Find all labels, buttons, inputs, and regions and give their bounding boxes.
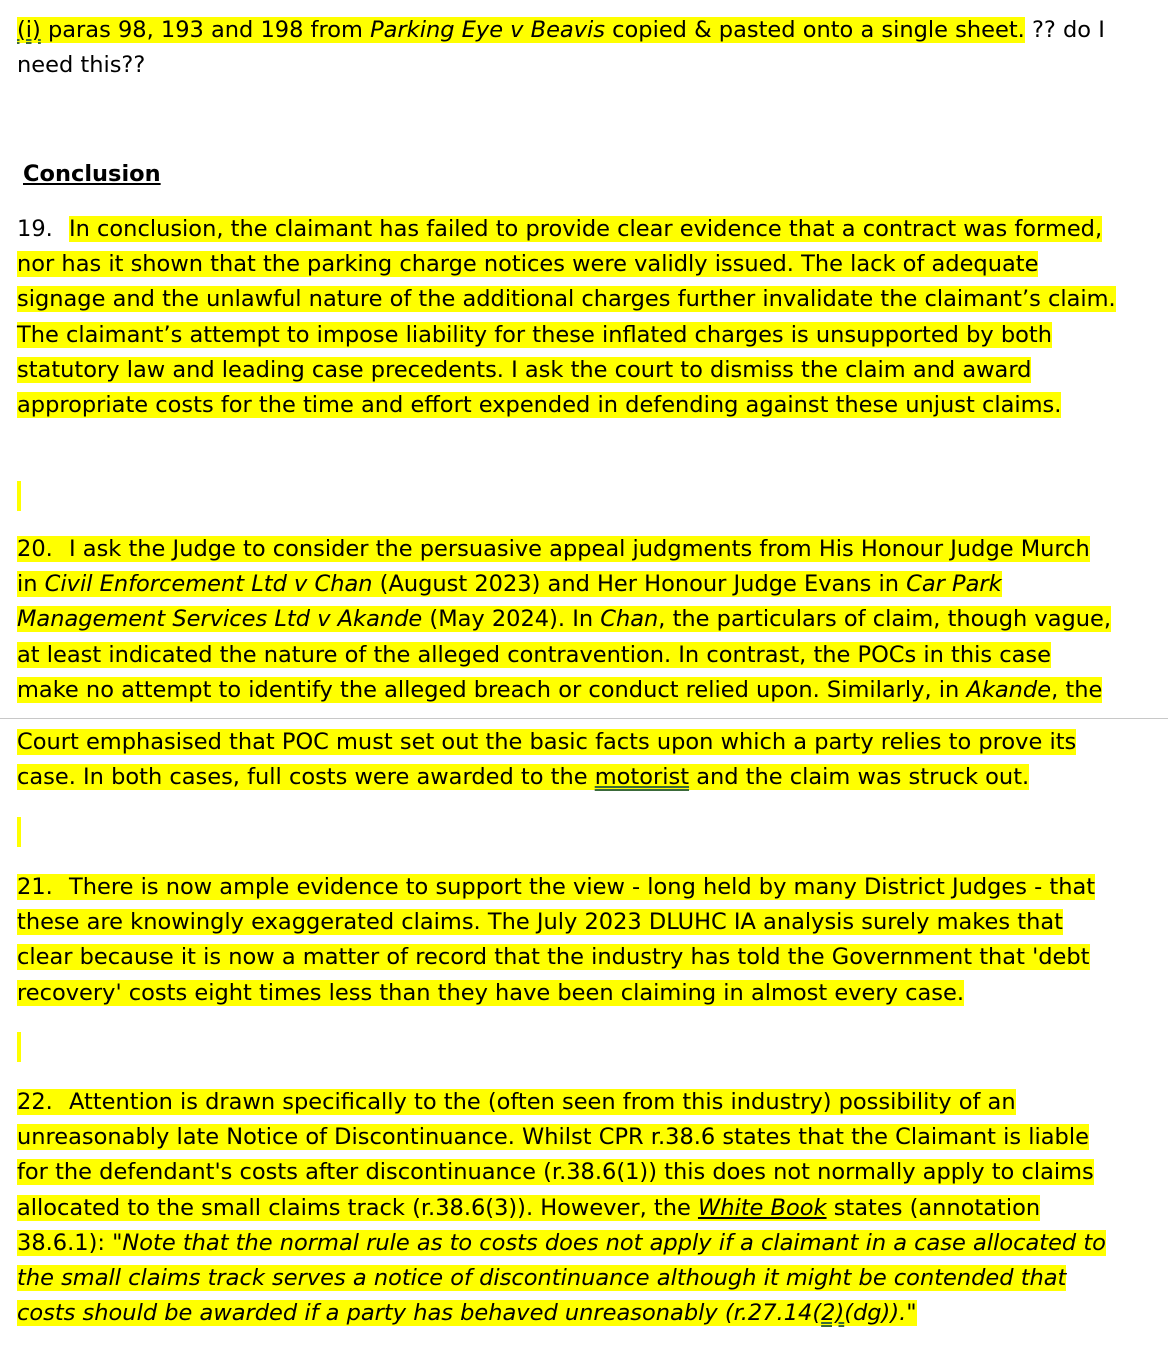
spellcheck-word[interactable]: motorist	[594, 764, 690, 791]
item-text: paras 98, 193 and 198 from	[40, 17, 371, 43]
paragraph-20	[17, 532, 1117, 708]
empty-highlighted-line	[17, 481, 21, 511]
paragraph-19	[17, 212, 1117, 423]
case-name: Civil Enforcement Ltd v Chan	[44, 571, 373, 598]
paragraph-text: states (annotation 38.6.1):	[17, 1194, 1041, 1256]
list-item-i	[17, 13, 1117, 83]
paragraph-text: In conclusion, the claimant has failed to provide clear evidence that a contract was formed, nor has it shown that the parking charge notices were validly issued. The lack of adequate signage and the unlawful nature of the additional charges further invalidate the claimant’s claim. The claimant’s attempt to impose liability for these inflated charges is unsupported by both statutory law and leading case precedents. I ask the court to dismiss the claim and award appropriate costs for the time and effort expended in defending against these unjust claims.	[17, 216, 1116, 419]
section-heading: Conclusion	[23, 161, 161, 187]
page-break-divider	[0, 718, 1168, 719]
paragraph-number: 22.	[17, 1089, 53, 1115]
item-label: (i)	[17, 17, 41, 43]
paragraph-number: 19.	[17, 216, 53, 242]
paragraph-text: (August 2023) and Her Honour Judge Evans in	[372, 571, 907, 598]
paragraph-21	[17, 870, 1117, 1011]
paragraph-20-continued	[17, 725, 1117, 795]
book-title: White Book	[697, 1194, 827, 1221]
empty-highlighted-line	[17, 817, 21, 847]
paragraph-text: Court emphasised that POC must set out the basic facts upon which a party relies to prove its case. In both cases, full costs were awarded to the	[17, 729, 1077, 791]
author-note: ?? do I need this??	[17, 17, 1105, 79]
case-name: Chan	[600, 606, 659, 633]
paragraph-text: I ask the Judge to consider the persuasive appeal judgments from His Honour Judge Murch in	[17, 536, 1090, 598]
paragraph-22	[17, 1085, 1117, 1331]
item-text-end: copied & pasted onto a single sheet.	[605, 17, 1025, 43]
case-name: Parking Eye v Beavis	[370, 17, 606, 43]
paragraph-number: 20.	[17, 536, 53, 562]
paragraph-text: , the	[1051, 676, 1103, 703]
paragraph-text: There is now ample evidence to support the view - long held by many District Judges - that these are knowingly exaggerated claims. The July 2023 DLUHC IA analysis surely makes that clear because it is now a matter of record that the industry has told the Government that 'debt recovery' costs eight times less than they have been claiming in almost every case.	[17, 874, 1096, 1006]
case-name: Akande	[966, 676, 1052, 703]
paragraph-text: , the particulars of claim, though vague, at least indicated the nature of the alleged contravention. In contrast, the POCs in this case make no attempt to identify the alleged breach or conduct relied upon. Similarly, in	[17, 606, 1112, 703]
paragraph-text: (May 2024). In	[422, 606, 601, 633]
paragraph-text: and the claim was struck out.	[689, 764, 1030, 791]
case-name: Car Park Management Services Ltd v Akande	[17, 571, 1002, 633]
quotation: "Note that the normal rule as to costs does not apply if a claimant in a case allocated to the small claims track serves a notice of discontinuance although it might be contended that costs should be awarded if a party has behaved unreasonably (r.27.14(	[17, 1229, 1106, 1327]
quotation-end: (dg))."	[844, 1300, 917, 1327]
empty-highlighted-line	[17, 1032, 21, 1062]
spellcheck-word[interactable]: 2)	[821, 1300, 845, 1327]
paragraph-text: Attention is drawn specifically to the (often seen from this industry) possibility of an unreasonably late Notice of Discontinuance. Whilst CPR r.38.6 states that the Claimant is liable for the defendant's costs after discontinuance (r.38.6(1)) this does not normally apply to claims allocated to the small claims track (r.38.6(3)). However, the	[17, 1089, 1094, 1221]
paragraph-number: 21.	[17, 874, 53, 900]
